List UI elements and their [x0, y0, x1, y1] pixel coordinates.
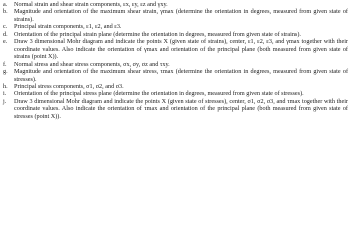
- list-item-i: [3, 90, 348, 97]
- list-item-h: [3, 83, 348, 90]
- item-text: Draw 3 dimensional Mohr diagram and indicate the points X (given state of stresses), center, σ1, σ2, σ3, and τmax together with their coordinate values. Also indicate the orientation of τmax and orientation of the principal plane (both measured from given state of stresses (point X)).: [14, 97, 348, 120]
- item-marker: i.: [3, 90, 7, 98]
- item-marker: b.: [3, 8, 8, 16]
- item-text: Magnitude and orientation of the maximum shear strain, γmax (determine the orientation in degrees, measured from given state of strains).: [14, 8, 348, 23]
- list-item-a: [3, 1, 348, 8]
- list-item-c: [3, 23, 348, 30]
- list-item-g: [3, 68, 348, 83]
- list-item-b: [3, 8, 348, 23]
- list-item-f: [3, 61, 348, 68]
- item-marker: g.: [3, 68, 8, 76]
- item-text: Orientation of the principal strain plane (determine the orientation in degrees, measured from given state of strains).: [14, 30, 301, 38]
- item-marker: h.: [3, 82, 8, 90]
- item-text: Draw 3 dimensional Mohr diagram and indicate the points X (given state of strains), center, ε1, ε2, ε3, and γmax together with their coordinate values. Also indicate the orientation of γmax and orientation of the principal plane (both measured from given state of strains (point X)).: [14, 38, 348, 61]
- question-list: [3, 1, 348, 120]
- item-marker: c.: [3, 23, 8, 31]
- item-text: Magnitude and orientation of the maximum shear stress, τmax (determine the orientation in degrees, measured from given state of stresses).: [14, 68, 348, 83]
- item-marker: f.: [3, 60, 7, 68]
- item-text: Orientation of the principal stress plane (determine the orientation in degrees, measured from given state of stresses).: [14, 90, 304, 98]
- item-marker: d.: [3, 30, 8, 38]
- list-item-e: [3, 38, 348, 60]
- item-marker: e.: [3, 38, 8, 46]
- item-marker: a.: [3, 1, 8, 8]
- item-text: Principal stress components, σ1, σ2, and σ3.: [14, 82, 124, 90]
- item-text: Normal strain and shear strain components, εx, εy, εz and γxy.: [14, 1, 168, 8]
- item-text: Principal strain components, ε1, ε2, and ε3.: [14, 23, 122, 31]
- item-text: Normal stress and shear stress components, σx, σy, σz and τxy.: [14, 60, 170, 68]
- list-item-d: [3, 31, 348, 38]
- item-marker: j.: [3, 97, 7, 105]
- list-item-j: [3, 98, 348, 120]
